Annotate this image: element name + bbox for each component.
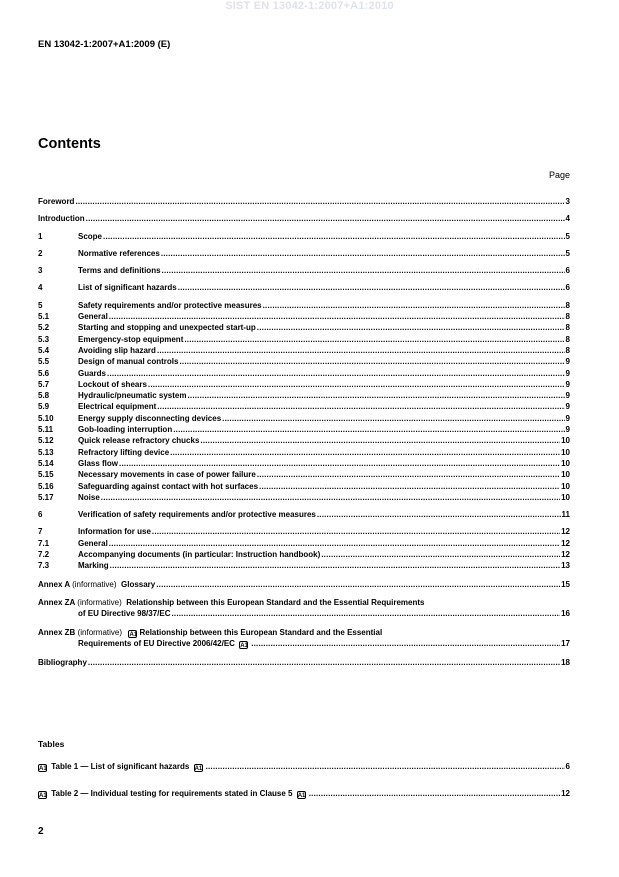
toc-entry[interactable] (38, 300, 570, 311)
toc-entry-page: 9 (565, 357, 570, 367)
toc-entry-number: 5.11 (38, 425, 54, 435)
toc-entry-page: 8 (565, 345, 570, 355)
toc-entry-title: Gob-loading interruption (78, 425, 173, 435)
toc-entry-number: 5.14 (38, 458, 54, 468)
watermark: SIST EN 13042-1:2007+A1:2010 (225, 0, 394, 12)
toc-entry[interactable] (38, 447, 570, 458)
toc-entry-page: 9 (565, 413, 570, 423)
dot-leader (119, 458, 560, 469)
toc-entry-number: 5 (38, 300, 43, 310)
dot-leader (109, 311, 565, 322)
toc-entry[interactable] (38, 248, 570, 259)
toc-entry-number: 5.6 (38, 368, 50, 378)
toc-entry-number: 5.7 (38, 379, 50, 389)
toc-entry[interactable] (38, 481, 570, 492)
dot-leader (317, 509, 561, 520)
dot-leader (179, 356, 564, 367)
toc-entry-number: 5.12 (38, 436, 54, 446)
toc-entry-page: 8 (565, 323, 570, 333)
toc-entry-title: Design of manual controls (78, 357, 179, 367)
amendment-start-icon: A1 (39, 793, 47, 799)
dot-leader (257, 322, 565, 333)
dot-leader (109, 538, 560, 549)
toc-entry-number: 3 (38, 266, 43, 276)
toc-entry[interactable] (38, 213, 570, 224)
toc-entry[interactable] (38, 492, 570, 503)
toc-entry-title: Refractory lifting device (78, 447, 170, 457)
dot-leader (259, 481, 560, 492)
toc-entry-number: 7.1 (38, 538, 50, 548)
dot-leader (173, 424, 564, 435)
toc-entry-number: 5.15 (38, 470, 54, 480)
dot-leader (184, 334, 564, 345)
toc-entry-title: Energy supply disconnecting devices (78, 413, 222, 423)
toc-entry-number: 7.2 (38, 550, 50, 560)
toc-entry[interactable] (38, 356, 570, 367)
amendment-start-icon: A1 (129, 631, 138, 638)
toc-entry[interactable] (38, 458, 570, 469)
toc-entry[interactable] (38, 334, 570, 345)
toc-entry-title: Electrical equipment (78, 402, 157, 412)
toc-entry[interactable] (38, 509, 570, 520)
dot-leader (170, 447, 560, 458)
toc-entry[interactable] (38, 196, 570, 207)
toc-entry-number: 5.2 (38, 323, 50, 333)
toc-entry[interactable] (38, 435, 570, 446)
amendment-end-icon: A1 (240, 643, 248, 650)
toc-entry-title: Marking (78, 561, 109, 571)
dot-leader (161, 248, 565, 259)
toc-entry-title: Verification of safety requirements and/or protective measures (78, 510, 316, 520)
toc-entry[interactable] (38, 401, 570, 412)
toc-entry-number: 5.1 (38, 312, 50, 322)
toc-entry-number: 5.16 (38, 481, 54, 491)
toc-entry-number: 6 (38, 510, 43, 520)
toc-entry-page: 6 (565, 283, 570, 293)
toc-entry-page: 9 (565, 379, 570, 389)
amendment-end-icon: A1 (194, 766, 203, 772)
toc-entry-title: Safety requirements and/or protective measures (78, 300, 262, 310)
toc-entry-page: 12 (561, 538, 570, 548)
toc-entry-title: List of significant hazards (78, 283, 177, 293)
page-title: Contents (38, 136, 101, 152)
toc-entry[interactable] (38, 231, 570, 242)
toc-entry-title: Emergency-stop equipment (78, 334, 184, 344)
toc-entry[interactable] (38, 311, 570, 322)
toc-entry-number: 5.10 (38, 413, 54, 423)
toc-entry-page: 4 (565, 214, 570, 224)
dot-leader (222, 413, 564, 424)
toc-entry[interactable] (38, 469, 570, 480)
toc-entry-number: 5.13 (38, 447, 54, 457)
toc-entry[interactable] (38, 345, 570, 356)
dot-leader (103, 231, 565, 242)
toc-entry[interactable] (38, 390, 570, 401)
dot-leader (200, 435, 560, 446)
toc-entry-title: Avoiding slip hazard (78, 345, 156, 355)
toc-entry[interactable] (38, 265, 570, 276)
toc-entry-page: 10 (561, 458, 570, 468)
toc-entry-title: Safeguarding against contact with hot surfaces (78, 481, 259, 491)
toc-entry-page: 9 (565, 368, 570, 378)
toc-entry[interactable] (38, 322, 570, 333)
document-id: EN 13042-1:2007+A1:2009 (E) (38, 39, 171, 50)
toc-entry-page: 6 (565, 266, 570, 276)
toc-entry-page: 9 (565, 402, 570, 412)
toc-entry-title: Normative references (78, 248, 160, 258)
toc-entry-title: Accompanying documents (in particular: Instruction handbook) (78, 550, 321, 560)
dot-leader (152, 526, 560, 537)
dot-leader (263, 300, 565, 311)
dot-leader (257, 469, 560, 480)
toc-entry-page: 9 (565, 391, 570, 401)
dot-leader (157, 345, 565, 356)
toc-entry-page: 3 (565, 197, 570, 206)
toc-entry-page: 5 (565, 231, 570, 241)
toc-entry-annex-za[interactable]: Annex ZA (informative) Relationship between this European Standard and the Essential Requirements of EU Directive 98/37/EC ..... 16 (38, 597, 570, 620)
toc-entry-title: Foreword (38, 197, 75, 206)
toc-entry-number: 7.3 (38, 561, 50, 571)
toc-entry-number: 4 (38, 283, 43, 293)
dot-leader (101, 492, 560, 503)
dot-leader (148, 379, 565, 390)
toc-entry[interactable] (38, 560, 570, 571)
toc-entry[interactable] (38, 424, 570, 435)
toc-entry[interactable] (38, 549, 570, 560)
toc-entry[interactable] (38, 282, 570, 293)
toc-entry[interactable] (38, 368, 570, 379)
toc-entry-title: Noise (78, 492, 100, 502)
toc-entry-page: 10 (561, 470, 570, 480)
dot-leader (107, 368, 565, 379)
toc-entry-title: Scope (78, 231, 103, 241)
toc-entry-title: Glass flow (78, 458, 119, 468)
toc-entry-page: 10 (561, 481, 570, 491)
dot-leader (75, 196, 564, 207)
toc-entry-number: 5.17 (38, 492, 54, 502)
toc-entry[interactable] (38, 538, 570, 549)
toc-entry-page: 11 (561, 510, 570, 520)
dot-leader (86, 213, 565, 224)
toc-entry-title: Hydraulic/pneumatic system (78, 391, 187, 401)
toc-entry-annex-zb[interactable]: Annex ZB (informative) A1 Relationship between this European Standard and the Essential Requirements of EU Directive 2006/42/EC A1 ..... 17 (38, 627, 570, 650)
toc-entry[interactable] (38, 379, 570, 390)
toc-entry-title: Quick release refractory chucks (78, 436, 200, 446)
tables-heading: Tables (38, 739, 65, 749)
toc-entry-page: 12 (561, 550, 570, 560)
amendment-start-icon: A1 (39, 766, 47, 772)
toc-entry-page: 9 (565, 425, 570, 435)
toc-entry-title: Necessary movements in case of power failure (78, 470, 256, 480)
toc-entry-number: 5.9 (38, 402, 50, 412)
toc-entry-number: 5.8 (38, 391, 50, 401)
toc-entry-page: 5 (565, 248, 570, 258)
dot-leader (187, 390, 564, 401)
page-column-label: Page (548, 170, 570, 180)
toc-entry-table-2[interactable]: A1 Table 2 — Individual testing for requirements stated in Clause 5 A1 ..... 12 (38, 789, 570, 800)
dot-leader (321, 549, 560, 560)
dot-leader (110, 560, 560, 571)
toc-entry-number: 5.4 (38, 345, 50, 355)
toc-entry-page: 10 (561, 492, 570, 502)
toc-entry-title: Guards (78, 368, 107, 378)
toc-entry-page: 8 (565, 334, 570, 344)
table-of-contents (38, 196, 570, 668)
toc-entry-page: 10 (561, 436, 570, 446)
toc-entry-page: 12 (561, 527, 570, 537)
toc-entry-title: General (78, 538, 108, 548)
toc-entry[interactable] (38, 526, 570, 537)
toc-entry-page: 10 (561, 447, 570, 457)
toc-entry[interactable] (38, 413, 570, 424)
toc-main-entries (38, 196, 570, 572)
amendment-end-icon: A1 (297, 793, 306, 799)
dot-leader (157, 401, 564, 412)
toc-entry-page: 13 (561, 561, 570, 571)
toc-entry-table-1[interactable]: A1 Table 1 — List of significant hazards A1 ..... 6 (38, 762, 570, 773)
toc-entry-title: Starting and stopping and unexpected start-up (78, 323, 256, 333)
toc-entry-bibliography[interactable]: Bibliography ..... 18 (38, 657, 570, 668)
toc-entry-title: General (78, 312, 108, 322)
toc-entry-title: Terms and definitions (78, 266, 161, 276)
toc-entry-number: 7 (38, 527, 43, 537)
toc-entry-title: Information for use (78, 527, 151, 537)
toc-entry-number: 5.5 (38, 357, 50, 367)
dot-leader (162, 265, 565, 276)
toc-entry-title: Introduction (38, 214, 85, 224)
toc-entry-title: Lockout of shears (78, 379, 147, 389)
dot-leader (178, 282, 565, 293)
toc-entry-number: 1 (38, 231, 43, 241)
toc-entry-number: 2 (38, 248, 43, 258)
toc-entry-annex-a[interactable]: Annex A (informative) Glossary ..... 15 (38, 579, 570, 590)
toc-entry-page: 8 (565, 312, 570, 322)
toc-entry-page: 8 (565, 300, 570, 310)
page-number: 2 (38, 826, 44, 837)
toc-entry-number: 5.3 (38, 334, 50, 344)
